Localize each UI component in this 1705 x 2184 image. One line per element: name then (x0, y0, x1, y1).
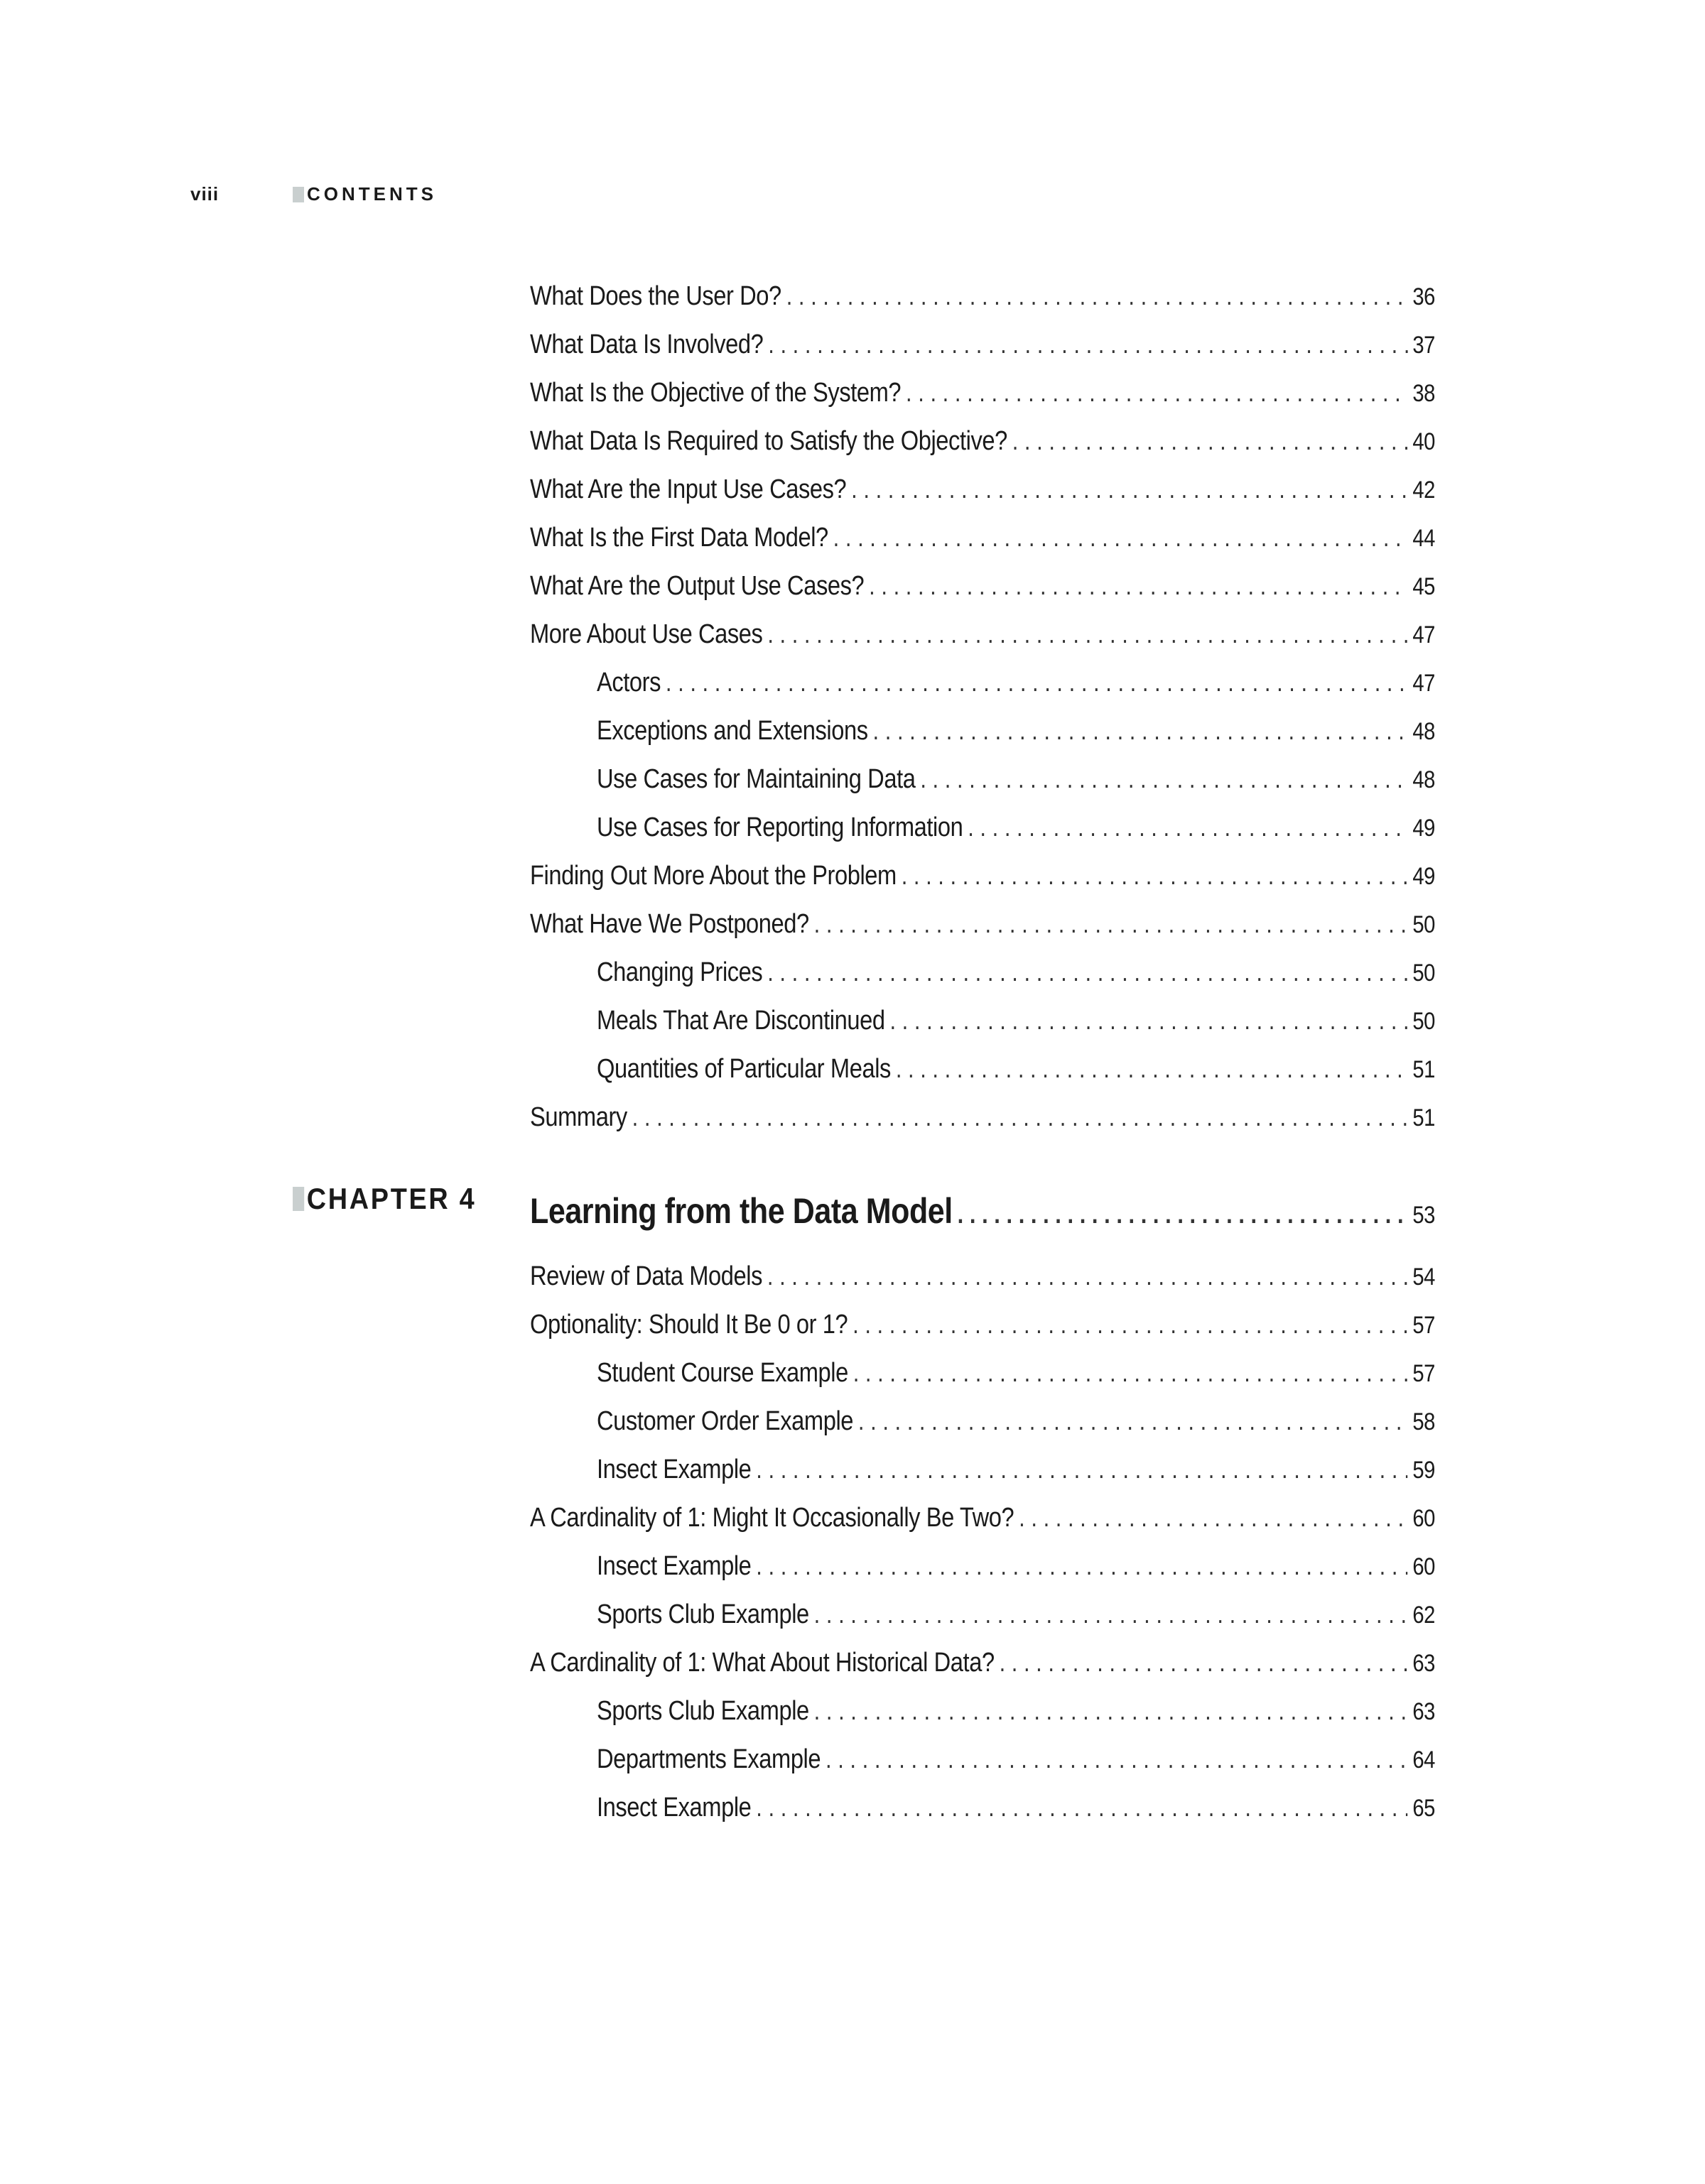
toc-entry[interactable] (530, 1310, 1435, 1349)
toc-entry[interactable] (597, 1551, 1435, 1591)
chapter-marker-icon (293, 1187, 304, 1211)
toc-page-number: 57 (1412, 1312, 1435, 1339)
toc-entry-title: A Cardinality of 1: What About Historical Data? (530, 1648, 995, 1678)
dot-leader (767, 619, 1407, 649)
toc-page-number: 40 (1412, 428, 1435, 455)
toc-entry[interactable] (530, 1102, 1435, 1142)
dot-leader (666, 668, 1408, 697)
toc-page-number: 42 (1412, 477, 1435, 504)
toc-entry[interactable] (597, 1358, 1435, 1398)
toc-page-number: 64 (1412, 1746, 1435, 1773)
dot-leader (814, 1696, 1408, 1726)
page-header (0, 183, 1705, 212)
toc-page-number: 63 (1412, 1650, 1435, 1677)
toc-entry-title: Sports Club Example (597, 1599, 809, 1629)
toc-entry[interactable] (597, 1744, 1435, 1784)
toc-page-number: 65 (1412, 1795, 1435, 1822)
toc-entry-title: Departments Example (597, 1744, 821, 1774)
chapter-title: Learning from the Data Model (530, 1191, 953, 1231)
toc-entry-title: Sports Club Example (597, 1696, 809, 1726)
dot-leader (756, 1455, 1407, 1484)
toc-entry-title: Insect Example (597, 1455, 752, 1484)
toc-entry-title: What Data Is Involved? (530, 330, 764, 359)
section-marker-icon (293, 187, 304, 202)
toc-entry-title: Use Cases for Reporting Information (597, 813, 963, 842)
toc-entry-title: More About Use Cases (530, 619, 763, 649)
toc-page-number: 50 (1412, 1008, 1435, 1035)
toc-entry-title: What Have We Postponed? (530, 909, 809, 939)
toc-entry-title: What Does the User Do? (530, 281, 781, 311)
toc-entry-title: What Are the Output Use Cases? (530, 571, 865, 601)
toc-entry[interactable] (597, 668, 1435, 707)
toc-page-number: 50 (1412, 911, 1435, 938)
dot-leader (873, 716, 1408, 746)
toc-entry[interactable] (530, 861, 1435, 901)
toc-entry[interactable] (530, 1648, 1435, 1688)
dot-leader (869, 571, 1407, 601)
toc-entry-title: What Is the First Data Model? (530, 523, 828, 553)
dot-leader (756, 1551, 1407, 1581)
toc-page-number: 50 (1412, 960, 1435, 987)
toc-page-number: 60 (1412, 1505, 1435, 1532)
toc-entry-title: What Are the Input Use Cases? (530, 474, 847, 504)
toc-entry[interactable] (597, 1054, 1435, 1094)
toc-page-number: 49 (1412, 815, 1435, 842)
toc-entry-title: Quantities of Particular Meals (597, 1054, 891, 1084)
toc-page-number: 45 (1412, 573, 1435, 600)
dot-leader (814, 909, 1408, 939)
toc-entry[interactable] (597, 764, 1435, 804)
chapter-label (293, 1182, 476, 1216)
dot-leader (1000, 1648, 1408, 1678)
toc-page-number: 54 (1412, 1264, 1435, 1291)
dot-leader (889, 1006, 1407, 1036)
toc-page-number: 48 (1412, 766, 1435, 793)
toc-entry[interactable] (597, 1599, 1435, 1639)
toc-page-number: 49 (1412, 863, 1435, 890)
toc-entry-title: Student Course Example (597, 1358, 848, 1388)
toc-entry[interactable] (530, 330, 1435, 369)
toc-page-number: 58 (1412, 1408, 1435, 1435)
dot-leader (767, 1261, 1408, 1291)
toc-entry[interactable] (597, 1793, 1435, 1832)
toc-entry-title: Customer Order Example (597, 1406, 854, 1436)
toc-entry[interactable] (530, 619, 1435, 659)
dot-leader (968, 813, 1407, 842)
toc-entry-title: Meals That Are Discontinued (597, 1006, 885, 1036)
toc-entry[interactable] (597, 1406, 1435, 1446)
toc-entry[interactable] (597, 1006, 1435, 1045)
toc-entry-title: Exceptions and Extensions (597, 716, 868, 746)
dot-leader (896, 1054, 1408, 1084)
toc-entry-title: Changing Prices (597, 957, 763, 987)
dot-leader (786, 281, 1408, 311)
toc-entry[interactable] (530, 1503, 1435, 1543)
toc-page-number: 48 (1412, 718, 1435, 745)
toc-page-number: 51 (1412, 1104, 1435, 1131)
toc-entry-title: Optionality: Should It Be 0 or 1? (530, 1310, 848, 1340)
toc-page-number: 62 (1412, 1602, 1435, 1629)
dot-leader (767, 957, 1407, 987)
toc-page-number: 47 (1412, 670, 1435, 697)
dot-leader (906, 378, 1407, 408)
toc-entry-title: A Cardinality of 1: Might It Occasionally Be Two? (530, 1503, 1014, 1533)
dot-leader (768, 330, 1407, 359)
toc-entry-title: Summary (530, 1102, 627, 1132)
toc-entry[interactable] (597, 813, 1435, 852)
dot-leader (814, 1599, 1408, 1629)
toc-entry[interactable] (597, 1696, 1435, 1736)
toc-entry[interactable] (530, 378, 1435, 418)
dot-leader (632, 1102, 1408, 1132)
toc-entry-title: What Is the Objective of the System? (530, 378, 902, 408)
toc-entry-title: Insect Example (597, 1551, 752, 1581)
toc-page-number: 53 (1412, 1202, 1435, 1229)
dot-leader (958, 1200, 1408, 1229)
toc-entry[interactable] (530, 571, 1435, 611)
chapter-title-entry[interactable] (530, 1190, 1435, 1240)
dot-leader (902, 861, 1408, 891)
page-number: viii (190, 183, 220, 205)
toc-entry[interactable] (530, 281, 1435, 321)
toc-entry-title: What Data Is Required to Satisfy the Objective? (530, 426, 1007, 456)
toc-page-number: 38 (1412, 380, 1435, 407)
dot-leader (853, 1358, 1408, 1388)
dot-leader (851, 474, 1407, 504)
toc-page-number: 59 (1412, 1457, 1435, 1484)
dot-leader (1019, 1503, 1407, 1533)
dot-leader (920, 764, 1407, 794)
toc-page-number: 63 (1412, 1698, 1435, 1725)
toc-page-number: 51 (1412, 1056, 1435, 1083)
toc-entry-title: Finding Out More About the Problem (530, 861, 897, 891)
toc-entry-title: Insect Example (597, 1793, 752, 1822)
dot-leader (756, 1793, 1407, 1822)
toc-entry[interactable] (530, 1261, 1435, 1301)
running-head (293, 183, 437, 205)
toc-entry-title: Review of Data Models (530, 1261, 763, 1291)
toc-entry[interactable] (597, 1455, 1435, 1494)
toc-page-number: 37 (1412, 332, 1435, 359)
toc-page-number: 47 (1412, 621, 1435, 648)
toc-entry-title: Use Cases for Maintaining Data (597, 764, 916, 794)
toc-entry[interactable] (530, 909, 1435, 949)
toc-entry[interactable] (597, 957, 1435, 997)
toc-page-number: 44 (1412, 525, 1435, 552)
toc-entry-title: Actors (597, 668, 661, 697)
chapter-number: CHAPTER 4 (306, 1182, 477, 1215)
toc-entry[interactable] (530, 474, 1435, 514)
toc-entry[interactable] (597, 716, 1435, 756)
dot-leader (852, 1310, 1407, 1340)
dot-leader (858, 1406, 1408, 1436)
toc-entry[interactable] (530, 426, 1435, 466)
toc-page-number: 60 (1412, 1553, 1435, 1580)
dot-leader (826, 1744, 1407, 1774)
toc-page-number: 36 (1412, 283, 1435, 310)
toc-entry[interactable] (530, 523, 1435, 563)
toc-page-number: 57 (1412, 1360, 1435, 1387)
running-head-label: CONTENTS (307, 183, 437, 205)
dot-leader (1012, 426, 1408, 456)
dot-leader (833, 523, 1408, 553)
